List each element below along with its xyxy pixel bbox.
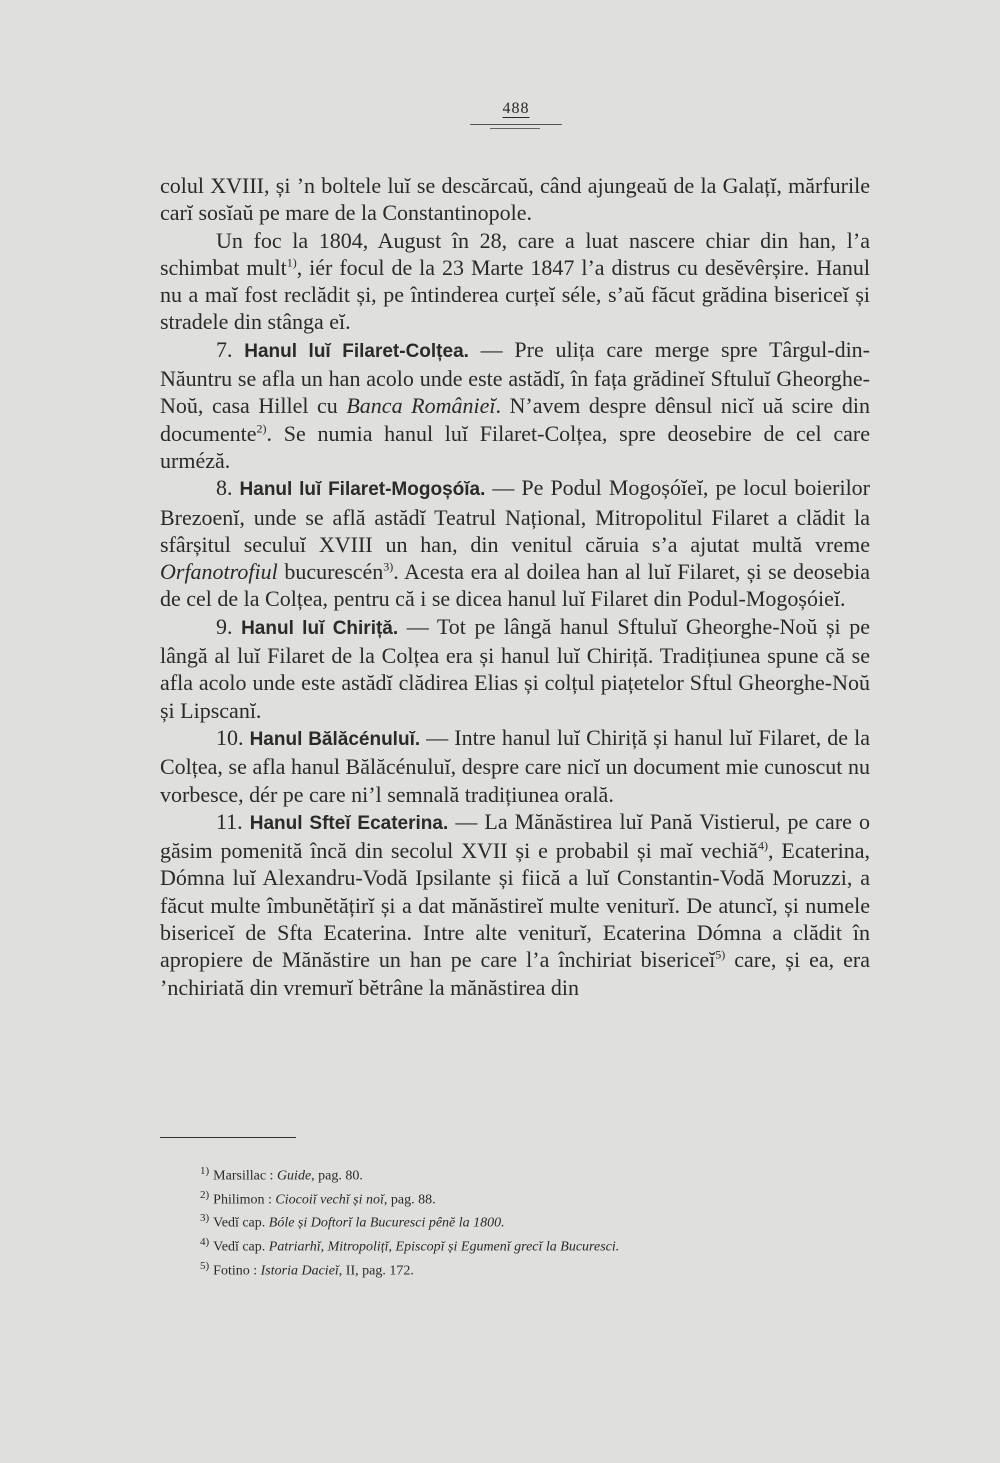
section-heading: Hanul luĭ Filaret-Mogoșóĭa. — [239, 479, 486, 501]
text-run: — Tot pe lângă hanul Sftuluĭ Gheorghe-Noŭ și pe lângă al luĭ Filaret de la Colțea era și hanul luĭ Chiriță. Tradițiunea spune că se afla acolo unde este astădĭ clădirea Elias și colțul piațetelor Sftul Gheorghe-Noŭ și Lipscanĭ. — [160, 613, 870, 723]
footnote-mark: 4) — [200, 1235, 210, 1248]
text-run: . Se numia hanul luĭ Filaret-Colțea, spre deosebire de cel care urméză. — [160, 420, 870, 473]
footnote — [200, 1233, 820, 1257]
italic-text: Bóle și Doftorĭ la Bucuresci pênĕ la 1800. — [268, 1215, 505, 1231]
italic-text: Orfanotrofiul — [160, 559, 278, 585]
text-run: , pag. 80. — [311, 1168, 363, 1184]
text-run: — Pe Podul Mogoșóĭeĭ, pe locul boierilor Brezoenĭ, unde se află astădĭ Teatrul Național, Mitropolitul Filaret a clădit la sfârșitul seculuĭ XVIII un han, din venitul căruia s’a ajutat multă vreme — [160, 475, 871, 557]
body-text — [160, 172, 870, 1001]
text-run: Un foc la 1804, August în 28, care a luat nascere chiar din han, l’a schimbat mult — [160, 227, 870, 280]
footnote-reference: 1) — [286, 255, 297, 270]
text-run: Vedĭ cap. — [213, 1239, 269, 1255]
text-run: , Ecaterina, Dómna luĭ Alexandru-Vodă Ipsilante și fiică a luĭ Constantin-Vodă Moruzzi, a făcut multe îmbunĕtățirĭ și a dat mănăstireĭ multe veniturĭ. De atuncĭ, și numele bisericeĭ de Sfta Ecaterina. Intre alte veniturĭ, Ecaterina Dómna a clădit în apropiere de Mănăstire un han pe care l’a închiriat bisericeĭ — [160, 838, 870, 973]
footnote-mark: 5) — [200, 1259, 210, 1272]
text-run: . Acesta era al doilea han al luĭ Filaret, și se deosebia de cel de la Colțea, pentru că i se dicea hanul luĭ Filaret din Podul-Mogoșóieĭ. — [160, 559, 871, 612]
paragraph — [160, 227, 870, 336]
paragraph — [160, 172, 870, 227]
text-run: colul XVIII, și ’n boltele luĭ se descărcaŭ, când ajungeaŭ de la Galațĭ, mărfurile carĭ sosĭaŭ pe mare de la Constantinopole. — [160, 173, 870, 226]
text-run: 8. — [216, 475, 240, 501]
footnote-reference: 5) — [715, 947, 726, 962]
paragraph — [160, 336, 870, 474]
page-number: 488 — [502, 100, 530, 117]
text-run: 9. — [216, 613, 242, 639]
text-run: — Intre hanul luĭ Chiriță și hanul luĭ Filaret, de la Colțea, se afla hanul Bălăcénuluĭ, despre care nicĭ un document mie cunoscut nu vorbesce, dér pe care ni’l semnală tradițiunea orală. — [160, 724, 871, 807]
paragraph — [160, 474, 870, 612]
footnote-reference: 3) — [383, 559, 394, 574]
footnote — [200, 1162, 820, 1186]
text-run: , pag. 88. — [383, 1192, 436, 1208]
text-run: , iér focul de la 23 Marte 1847 l’a distrus cu desĕvêrșire. Hanul nu a maĭ fost reclădit și, pe întinderea curțeĭ séle, s’aŭ făcut grădina bisericeĭ și stradele din stânga eĭ. — [160, 254, 870, 335]
text-run: Philimon : — [213, 1192, 276, 1208]
footnote-mark: 3) — [200, 1212, 210, 1225]
italic-text: Ciocoiĭ vechĭ și noĭ — [275, 1192, 384, 1208]
text-run: Vedĭ cap. — [213, 1215, 269, 1231]
paragraph — [160, 613, 870, 724]
section-heading: Hanul Bălăcénuluĭ. — [249, 728, 421, 750]
italic-text: Istoria Dacieĭ — [260, 1263, 339, 1279]
italic-text: Patriarhĭ, Mitropolițĭ, Episcopĭ și Egumenĭ grecĭ la Bucuresci. — [268, 1239, 620, 1255]
text-run: . N’avem despre dênsul nicĭ uă scire din documente — [160, 393, 870, 446]
footnotes — [200, 1162, 820, 1280]
text-run: 11. — [216, 808, 250, 834]
text-run: 7. — [216, 336, 245, 362]
footnote-reference: 2) — [256, 421, 267, 436]
paragraph — [160, 808, 870, 1001]
italic-text: Banca Românieĭ — [346, 393, 496, 419]
text-run: — La Mănăstirea luĭ Pană Vistierul, pe care o găsim pomenită încă din secolul XVII și e probabil și maĭ vechiă — [160, 808, 870, 864]
text-run: — Pre ulița care merge spre Târgul-din-Năuntru se afla un han acolo unde este astădĭ, în fața grădineĭ Sftuluĭ Gheorghe-Noŭ, casa Hillel cu — [160, 336, 871, 419]
footnote-rule — [160, 1137, 296, 1138]
header-rule — [470, 124, 562, 125]
footnote-mark: 2) — [200, 1188, 210, 1201]
text-run: Marsillac : — [213, 1168, 277, 1184]
text-run: care, și ea, era ’nchiriată din vremurĭ bĕtrâne la mănăstirea din — [160, 947, 871, 1000]
footnote — [200, 1257, 820, 1281]
text-run: bucurescén — [277, 559, 384, 585]
footnote — [200, 1209, 820, 1233]
footnote-mark: 1) — [200, 1165, 210, 1177]
section-heading: Hanul luĭ Chiriță. — [241, 617, 399, 639]
paragraph — [160, 724, 870, 808]
footnote — [200, 1186, 820, 1210]
section-heading: Hanul Sfteĭ Ecaterina. — [249, 812, 449, 834]
header-rule-short — [490, 128, 540, 129]
italic-text: Guide — [276, 1168, 312, 1184]
text-run: 10. — [216, 724, 250, 750]
text-run: , II, pag. 172. — [338, 1263, 414, 1279]
section-heading: Hanul luĭ Filaret-Colțea. — [244, 340, 469, 362]
footnote-reference: 4) — [758, 838, 768, 853]
text-run: Fotino : — [213, 1263, 261, 1279]
